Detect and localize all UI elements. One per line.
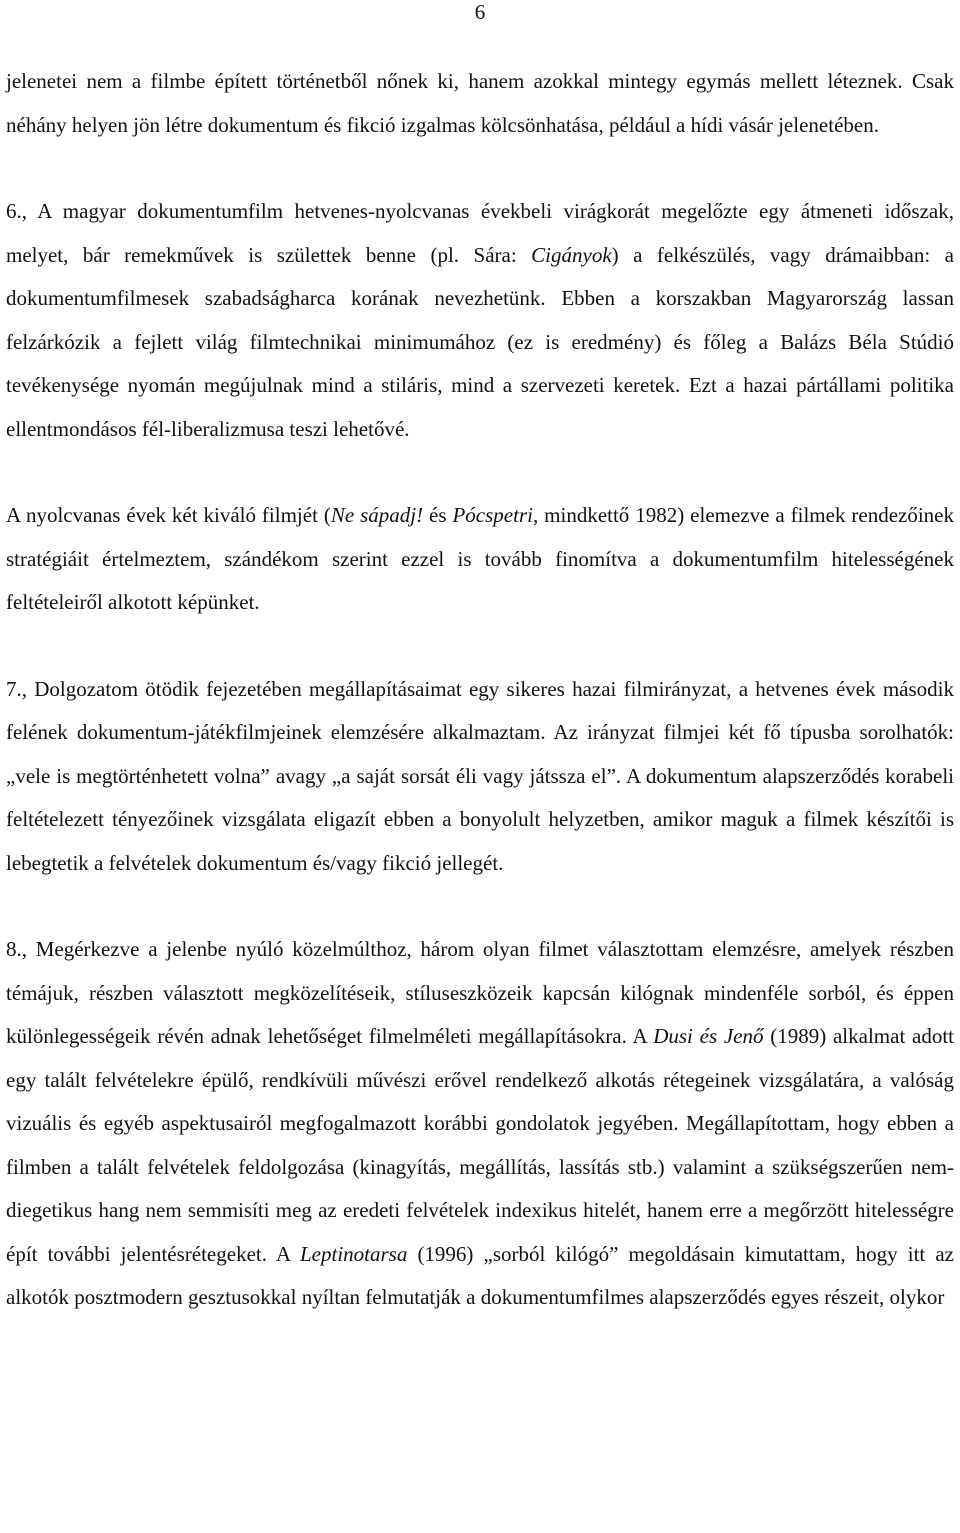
film-title: Pócspetri (452, 503, 533, 527)
paragraph-gap (6, 885, 954, 928)
page-number: 6 (474, 0, 486, 24)
paragraph-gap (6, 451, 954, 494)
text-run: jelenetei nem a filmbe épített történetből nőnek ki, hanem azokkal mintegy egymás mellett léteznek. Csak néhány helyen jön létre dokumentum és fikció izgalmas kölcsönhatása, például a hídi vásár jelenetében. (6, 69, 954, 137)
text-run: 8., Megérkezve a jelenbe nyúló közelmúlthoz, három olyan filmet választottam elemzésre, amelyek részben témájuk, részben választott megközelítéseik, stíluseszközeik kapcsán kilógnak mindenféle sorból, és éppen különlegességeik révén adnak lehetőséget filmelméleti megállapításokra. A (6, 937, 954, 1048)
film-title: Ne sápadj! (330, 503, 424, 527)
document-body (6, 60, 954, 1320)
paragraph (6, 494, 954, 625)
paragraph (6, 60, 954, 147)
text-run: ) a felkészülés, vagy drámaibban: a dokumentumfilmesek szabadságharca korának nevezhetünk. Ebben a korszakban Magyarország lassan felzárkózik a fejlett világ filmtechnikai minimumához (ez is eredmény) és főleg a Balázs Béla Stúdió tevékenysége nyomán megújulnak mind a stiláris, mind a szervezeti keretek. Ezt a hazai pártállami politika ellentmondásos fél-liberalizmusa teszi lehetővé. (6, 242, 954, 441)
film-title: Cigányok (531, 242, 612, 267)
paragraph (6, 190, 954, 451)
text-run: 7., Dolgozatom ötödik fejezetében megállapításaimat egy sikeres hazai filmirányzat, a hetvenes évek második felének dokumentum-játékfilmjeinek elemzésére alkalmaztam. Az irányzat filmjei két fő típusba sorolhatók: „vele is megtörténhetett volna” avagy „a saját sorsát éli vagy játssza el”. A dokumentum alapszerződés korabeli feltételezett tényezőinek vizsgálata eligazít ebben a bonyolult helyzetben, amikor maguk a filmek készítői is lebegtetik a felvételek dokumentum és/vagy fikció jellegét. (6, 676, 954, 875)
paragraph (6, 928, 954, 1320)
text-run: A nyolcvanas évek két kiváló filmjét ( (6, 503, 331, 527)
text-run: , mindkettő 1982) elemezve a filmek rendezőinek stratégiáit értelmeztem, szándékom szerint ezzel is tovább finomítva a dokumentumfilm hitelességének feltételeiről alkotott képünket. (6, 503, 954, 614)
film-title: Dusi és Jenő (653, 1024, 764, 1048)
paragraph-gap (6, 147, 954, 190)
text-run: (1989) alkalmat adott egy talált felvételekre épülő, rendkívüli művészi erővel rendelkező alkotás rétegeinek vizsgálatára, a valóság vizuális és egyéb aspektusairól megfogalmazott korábbi gondolatok jegyében. Megállapítottam, hogy ebben a filmben a talált felvételek feldolgozása (kinagyítás, megállítás, lassítás stb.) valamint a szükségszerűen nem-diegetikus hang nem semmisíti meg az eredeti felvételek indexikus hitelét, hanem erre a megőrzött hitelességre épít további jelentésrétegeket. A (6, 1024, 955, 1266)
paragraph-gap (6, 625, 954, 668)
film-title: Leptinotarsa (300, 1241, 408, 1266)
text-run: 6., A magyar dokumentumfilm hetvenes-nyolcvanas évekbeli virágkorát megelőzte egy átmeneti időszak, melyet, bár remekművek is születtek benne (pl. Sára: (6, 199, 954, 267)
text-run: (1996) „sorból kilógó” megoldásain kimutattam, hogy itt az alkotók posztmodern gesztusokkal nyíltan felmutatják a dokumentumfilmes alapszerződés egyes részeit, olykor (6, 1241, 954, 1309)
paragraph (6, 668, 954, 886)
text-run: és (423, 503, 453, 527)
